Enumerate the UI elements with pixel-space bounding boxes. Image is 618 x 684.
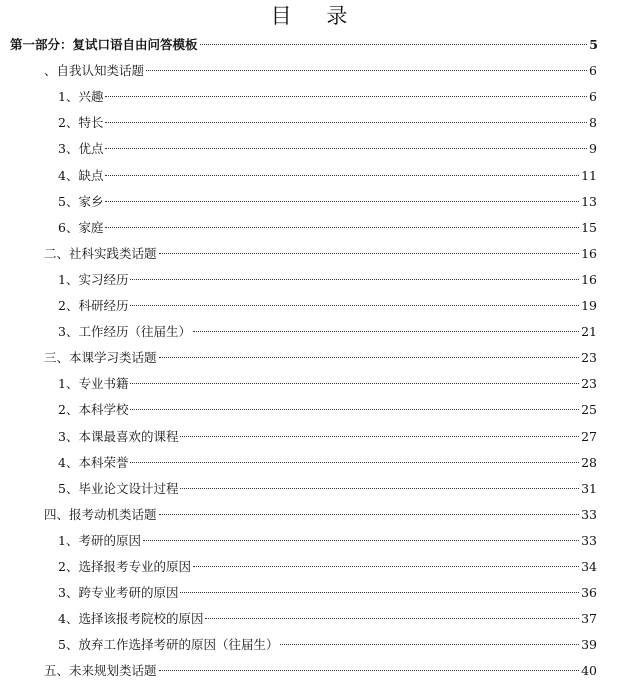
toc-leader-dots [130, 409, 579, 410]
toc-leader-dots [105, 175, 579, 176]
toc-page-number: 21 [581, 324, 597, 340]
toc-leader-dots [105, 148, 587, 149]
toc-entry[interactable] [58, 426, 597, 448]
toc-page-number: 8 [589, 115, 597, 131]
toc-page-number: 19 [581, 298, 597, 313]
toc-page-number: 13 [581, 193, 597, 209]
toc-page-number: 23 [581, 350, 597, 366]
toc-page-number: 6 [589, 63, 597, 79]
toc-leader-dots [180, 592, 579, 593]
toc-page-number: 6 [589, 89, 597, 105]
toc-page-number: 27 [581, 428, 597, 444]
toc-page-number: 34 [581, 559, 597, 574]
toc-entry[interactable] [58, 530, 597, 552]
toc-leader-dots [105, 122, 587, 123]
toc-entry[interactable] [44, 504, 597, 526]
toc-entry-text: 1、兴趣 [58, 89, 104, 105]
toc-entry[interactable] [58, 399, 597, 421]
toc-entry[interactable] [58, 582, 597, 604]
toc-entry-text: 二、社科实践类话题 [44, 245, 157, 261]
toc-entry-text: 5、放弃工作选择考研的原因（往届生） [58, 637, 279, 653]
toc-entry-text: 3、本课最喜欢的课程 [58, 428, 179, 444]
toc-entry[interactable] [58, 478, 597, 500]
toc-leader-dots [159, 514, 580, 515]
toc-entry[interactable] [58, 295, 597, 317]
toc-leader-dots [130, 279, 579, 280]
toc-page-number: 40 [581, 663, 597, 679]
toc-entry-text: 四、报考动机类话题 [44, 506, 157, 522]
toc-leader-dots [143, 540, 579, 541]
toc-entry[interactable] [58, 86, 597, 108]
toc-entry-text: 2、特长 [58, 115, 104, 131]
toc-leader-dots [130, 305, 579, 306]
toc-page-number: 9 [589, 141, 597, 157]
toc-page-number: 33 [581, 532, 597, 548]
toc-entry-text: 1、专业书籍 [58, 376, 129, 392]
toc-entry-text: 6、家庭 [58, 219, 104, 235]
toc-page-number: 28 [581, 454, 597, 470]
toc-entry[interactable] [58, 191, 597, 213]
toc-entry-text: 三、本课学习类话题 [44, 350, 157, 366]
toc-entry-text: 4、缺点 [58, 167, 104, 183]
toc-leader-dots [200, 44, 588, 45]
toc-entry-text: 5、家乡 [58, 193, 104, 209]
toc-leader-dots [159, 357, 580, 358]
toc-entry[interactable] [58, 634, 597, 656]
toc-entry-text: 3、优点 [58, 141, 104, 157]
toc-entry[interactable] [58, 112, 597, 134]
toc-page-number: 39 [581, 637, 597, 653]
toc-entry-text: 4、选择该报考院校的原因 [58, 611, 204, 627]
toc-entry[interactable] [44, 660, 597, 682]
toc-entry-text: 、自我认知类话题 [44, 63, 145, 79]
toc-page-number: 5 [589, 37, 598, 52]
toc-leader-dots [280, 644, 579, 645]
toc-entry-text: 3、工作经历（往届生） [58, 324, 191, 340]
toc-leader-dots [105, 201, 579, 202]
toc-leader-dots [193, 566, 579, 567]
toc-page-number: 37 [581, 611, 597, 627]
toc-entry-text: 第一部分：复试口语自由问答模板 [10, 37, 198, 52]
toc-leader-dots [193, 331, 579, 332]
toc-entry[interactable] [58, 452, 597, 474]
toc-entry-text: 4、本科荣誉 [58, 454, 129, 470]
toc-leader-dots [130, 462, 579, 463]
toc-entry-text: 1、考研的原因 [58, 532, 141, 548]
toc-entry[interactable] [44, 243, 597, 265]
toc-page-number: 16 [581, 245, 597, 261]
toc-entry-text: 3、跨专业考研的原因 [58, 585, 179, 601]
toc-leader-dots [205, 618, 579, 619]
toc-leader-dots [159, 253, 580, 254]
toc-entry[interactable] [10, 34, 598, 56]
toc-entry[interactable] [44, 60, 597, 82]
toc-entry[interactable] [58, 217, 597, 239]
toc-entry[interactable] [58, 556, 597, 578]
toc-page-number: 36 [581, 585, 597, 601]
toc-page-number: 16 [581, 271, 597, 287]
toc-entry-text: 5、毕业论文设计过程 [58, 480, 179, 496]
toc-entry[interactable] [58, 321, 597, 343]
toc-page-number: 15 [581, 219, 597, 235]
toc-entry-text: 2、本科学校 [58, 402, 129, 418]
toc-entry[interactable] [58, 373, 597, 395]
toc-entry[interactable] [44, 347, 597, 369]
toc-entry-text: 1、实习经历 [58, 271, 129, 287]
toc-page-number: 31 [581, 480, 597, 496]
toc-page-number: 25 [581, 402, 597, 418]
toc-leader-dots [105, 96, 587, 97]
toc-entry[interactable] [58, 269, 597, 291]
toc-title: 目 录 [270, 4, 362, 28]
toc-entry[interactable] [58, 165, 597, 187]
toc-entry[interactable] [58, 138, 597, 160]
toc-leader-dots [180, 436, 579, 437]
toc-leader-dots [159, 670, 580, 671]
toc-entry-text: 五、未来规划类话题 [44, 663, 157, 679]
toc-leader-dots [180, 488, 579, 489]
toc-page-number: 11 [581, 167, 597, 183]
toc-entry[interactable] [58, 608, 597, 630]
toc-entry-text: 2、选择报考专业的原因 [58, 559, 191, 574]
toc-leader-dots [105, 227, 579, 228]
toc-entry-text: 2、科研经历 [58, 298, 129, 313]
toc-leader-dots [130, 383, 579, 384]
toc-page-number: 33 [581, 506, 597, 522]
toc-leader-dots [146, 70, 587, 71]
toc-page-number: 23 [581, 376, 597, 392]
